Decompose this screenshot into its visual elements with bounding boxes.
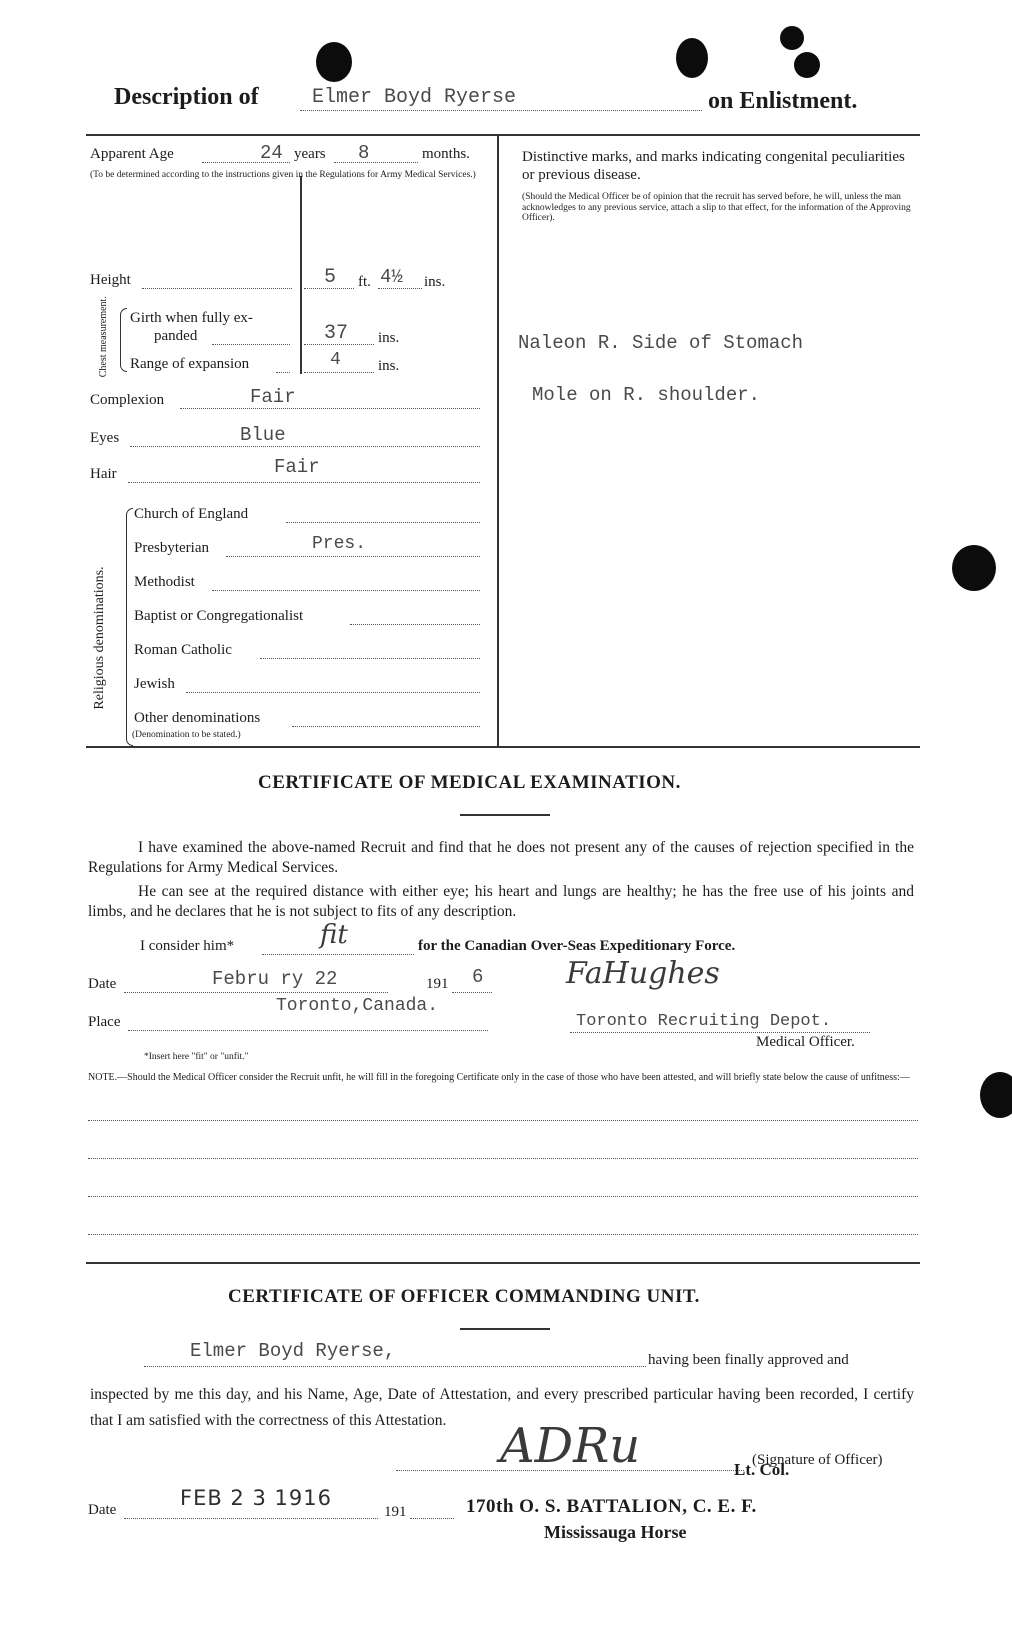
commanding-paragraph: inspected by me this day, and his Name, Age, Date of Attestation, and every prescribed particular having been recorded, I certify that I am satisfied with the correctness of this Attestation. bbox=[90, 1386, 914, 1429]
place-value: Toronto,Canada. bbox=[276, 996, 439, 1016]
place-line bbox=[128, 1030, 488, 1031]
height-label: Height bbox=[90, 272, 131, 288]
hair-value: Fair bbox=[274, 456, 320, 478]
header-name-line bbox=[300, 110, 702, 111]
unfitness-line-3 bbox=[88, 1196, 918, 1197]
religion-other-note: (Denomination to be stated.) bbox=[132, 730, 241, 740]
age-months-value: 8 bbox=[358, 142, 370, 164]
medical-officer-signature: FaHughes bbox=[566, 956, 720, 991]
girth-ins-label: ins. bbox=[378, 330, 400, 346]
value-column-divider bbox=[300, 176, 302, 374]
top-rule bbox=[86, 134, 920, 136]
range-value-line bbox=[304, 372, 374, 373]
medical-paragraph-2: He can see at the required distance with either eye; his heart and lungs are healthy; he has the free use of his joints and limbs, and he declares that he is not subject to fits of any description. bbox=[88, 883, 914, 920]
medical-title-rule bbox=[460, 814, 550, 816]
binder-hole-top bbox=[316, 42, 352, 82]
commanding-date-stamp: FEB 2 3 1916 bbox=[180, 1486, 332, 1510]
other-line bbox=[292, 726, 480, 727]
medical-date-line bbox=[124, 992, 388, 993]
range-label: Range of expansion bbox=[130, 356, 250, 372]
commanding-year-line bbox=[410, 1518, 454, 1519]
jewish-line bbox=[186, 692, 480, 693]
religion-brace bbox=[126, 508, 133, 746]
religion-baptist: Baptist or Congregationalist bbox=[134, 608, 304, 624]
religion-presbyterian-value: Pres. bbox=[312, 534, 367, 554]
eyes-label: Eyes bbox=[90, 430, 120, 446]
girth-label-line bbox=[212, 344, 290, 345]
hair-label: Hair bbox=[90, 466, 117, 482]
age-years-value: 24 bbox=[260, 142, 283, 164]
signature-line bbox=[396, 1470, 744, 1471]
range-label-line bbox=[276, 372, 290, 373]
commanding-year-prefix: 191 bbox=[384, 1504, 407, 1520]
unfitness-line-4 bbox=[88, 1234, 918, 1235]
unit-stamp-line-2: Mississauga Horse bbox=[544, 1522, 687, 1542]
section-rule-1 bbox=[86, 746, 920, 748]
religion-jewish: Jewish bbox=[134, 676, 175, 692]
range-value: 4 bbox=[330, 350, 341, 370]
section-rule-2 bbox=[86, 1262, 920, 1264]
commanding-name-line bbox=[144, 1366, 646, 1367]
height-ins-label: ins. bbox=[424, 274, 446, 290]
girth-value: 37 bbox=[324, 322, 349, 345]
methodist-line bbox=[212, 590, 480, 591]
baptist-line bbox=[350, 624, 480, 625]
unfitness-line-1 bbox=[88, 1120, 918, 1121]
religion-side-label: Religious denominations. bbox=[92, 566, 107, 710]
height-ft-value: 5 bbox=[324, 266, 337, 289]
commanding-recruit-name: Elmer Boyd Ryerse, bbox=[190, 1340, 396, 1362]
medical-year-digit: 6 bbox=[472, 966, 484, 988]
medical-note: NOTE.—Should the Medical Officer consider the Recruit unfit, he will fill in the foregoing Certificate only in the case of those who have been attested, and will briefly state below the cause of unfitness:— bbox=[88, 1072, 910, 1083]
months-label: months. bbox=[422, 146, 470, 162]
marks-entry-2: Mole on R. shoulder. bbox=[532, 384, 761, 406]
height-ft-line bbox=[304, 288, 354, 289]
header-prefix: Description of bbox=[114, 84, 259, 110]
header-recruit-name: Elmer Boyd Ryerse bbox=[312, 86, 517, 109]
signature-label: (Signature of Officer) bbox=[752, 1452, 883, 1468]
commanding-officer-signature: ADRu bbox=[500, 1418, 641, 1474]
medical-officer-label: Medical Officer. bbox=[756, 1034, 855, 1050]
eyes-value: Blue bbox=[240, 424, 286, 446]
column-divider bbox=[497, 136, 499, 746]
complexion-label: Complexion bbox=[90, 392, 165, 408]
religion-presbyterian: Presbyterian bbox=[134, 540, 209, 556]
place-label: Place bbox=[88, 1014, 121, 1030]
religion-other: Other denominations bbox=[134, 710, 261, 726]
height-in-line bbox=[378, 288, 422, 289]
range-ins-label: ins. bbox=[378, 358, 400, 374]
binder-hole-top-right-small-2 bbox=[794, 52, 820, 78]
complexion-value: Fair bbox=[250, 386, 296, 408]
binder-hole-top-right bbox=[676, 38, 708, 78]
force-label: for the Canadian Over-Seas Expeditionary Force. bbox=[418, 938, 736, 954]
girth-value-line bbox=[304, 344, 374, 345]
unit-stamp-line-1: 170th O. S. BATTALION, C. E. F. bbox=[466, 1496, 757, 1517]
medical-title: CERTIFICATE OF MEDICAL EXAMINATION. bbox=[258, 772, 681, 793]
consider-label: I consider him* bbox=[140, 938, 235, 954]
complexion-line bbox=[180, 408, 480, 409]
girth-label-2: panded bbox=[154, 328, 198, 344]
fit-line bbox=[262, 954, 414, 955]
age-note: (To be determined according to the instructions given in the Regulations for Army Medical Services.) bbox=[90, 170, 476, 180]
presbyterian-line bbox=[226, 556, 480, 557]
insert-note: *Insert here "fit" or "unfit." bbox=[144, 1052, 249, 1062]
years-label: years bbox=[294, 146, 326, 162]
age-months-line bbox=[334, 162, 418, 163]
header-suffix: on Enlistment. bbox=[708, 88, 858, 114]
religion-methodist: Methodist bbox=[134, 574, 195, 590]
unfitness-line-2 bbox=[88, 1158, 918, 1159]
marks-entry-1: Naleon R. Side of Stomach bbox=[518, 332, 804, 354]
commanding-date-line bbox=[124, 1518, 378, 1519]
commanding-title-rule bbox=[460, 1328, 550, 1330]
church-of-england-line bbox=[286, 522, 480, 523]
medical-date-label: Date bbox=[88, 976, 117, 992]
approved-text: having been finally approved and bbox=[648, 1352, 849, 1368]
eyes-line bbox=[130, 446, 480, 447]
officer-rank: Lt. Col. bbox=[734, 1460, 790, 1479]
ft-label: ft. bbox=[358, 274, 371, 290]
binder-hole-right-lower bbox=[980, 1072, 1012, 1118]
chest-measurement-label: Chest measurement. bbox=[97, 296, 109, 378]
religion-roman-catholic: Roman Catholic bbox=[134, 642, 232, 658]
chest-brace bbox=[120, 308, 127, 372]
hair-line bbox=[128, 482, 480, 483]
marks-heading: Distinctive marks, and marks indicating congenital peculiarities or previous disease. bbox=[522, 149, 905, 183]
officer-line bbox=[570, 1032, 870, 1033]
binder-hole-top-right-small bbox=[780, 26, 804, 50]
age-label: Apparent Age bbox=[90, 146, 174, 162]
height-in-value: 4½ bbox=[380, 266, 403, 288]
commanding-title: CERTIFICATE OF OFFICER COMMANDING UNIT. bbox=[228, 1286, 700, 1307]
depot-value: Toronto Recruiting Depot. bbox=[576, 1012, 832, 1031]
fit-value: fit bbox=[320, 920, 348, 950]
commanding-date-label: Date bbox=[88, 1502, 117, 1518]
marks-note: (Should the Medical Officer be of opinion that the recruit has served before, he will, unless the man acknowledges to any previous service, attach a slip to that effect, for the information of the Approving Officer). bbox=[522, 192, 911, 223]
medical-date-value: Febru ry 22 bbox=[212, 968, 338, 990]
religion-church-of-england: Church of England bbox=[134, 506, 249, 522]
girth-label-1: Girth when fully ex- bbox=[130, 310, 253, 326]
binder-hole-right-middle bbox=[952, 545, 996, 591]
medical-paragraph-1: I have examined the above-named Recruit and find that he does not present any of the causes of rejection specified in the Regulations for Army Medical Services. bbox=[88, 839, 914, 876]
medical-year-line bbox=[452, 992, 492, 993]
height-line bbox=[142, 288, 292, 289]
roman-catholic-line bbox=[260, 658, 480, 659]
medical-year-prefix: 191 bbox=[426, 976, 449, 992]
